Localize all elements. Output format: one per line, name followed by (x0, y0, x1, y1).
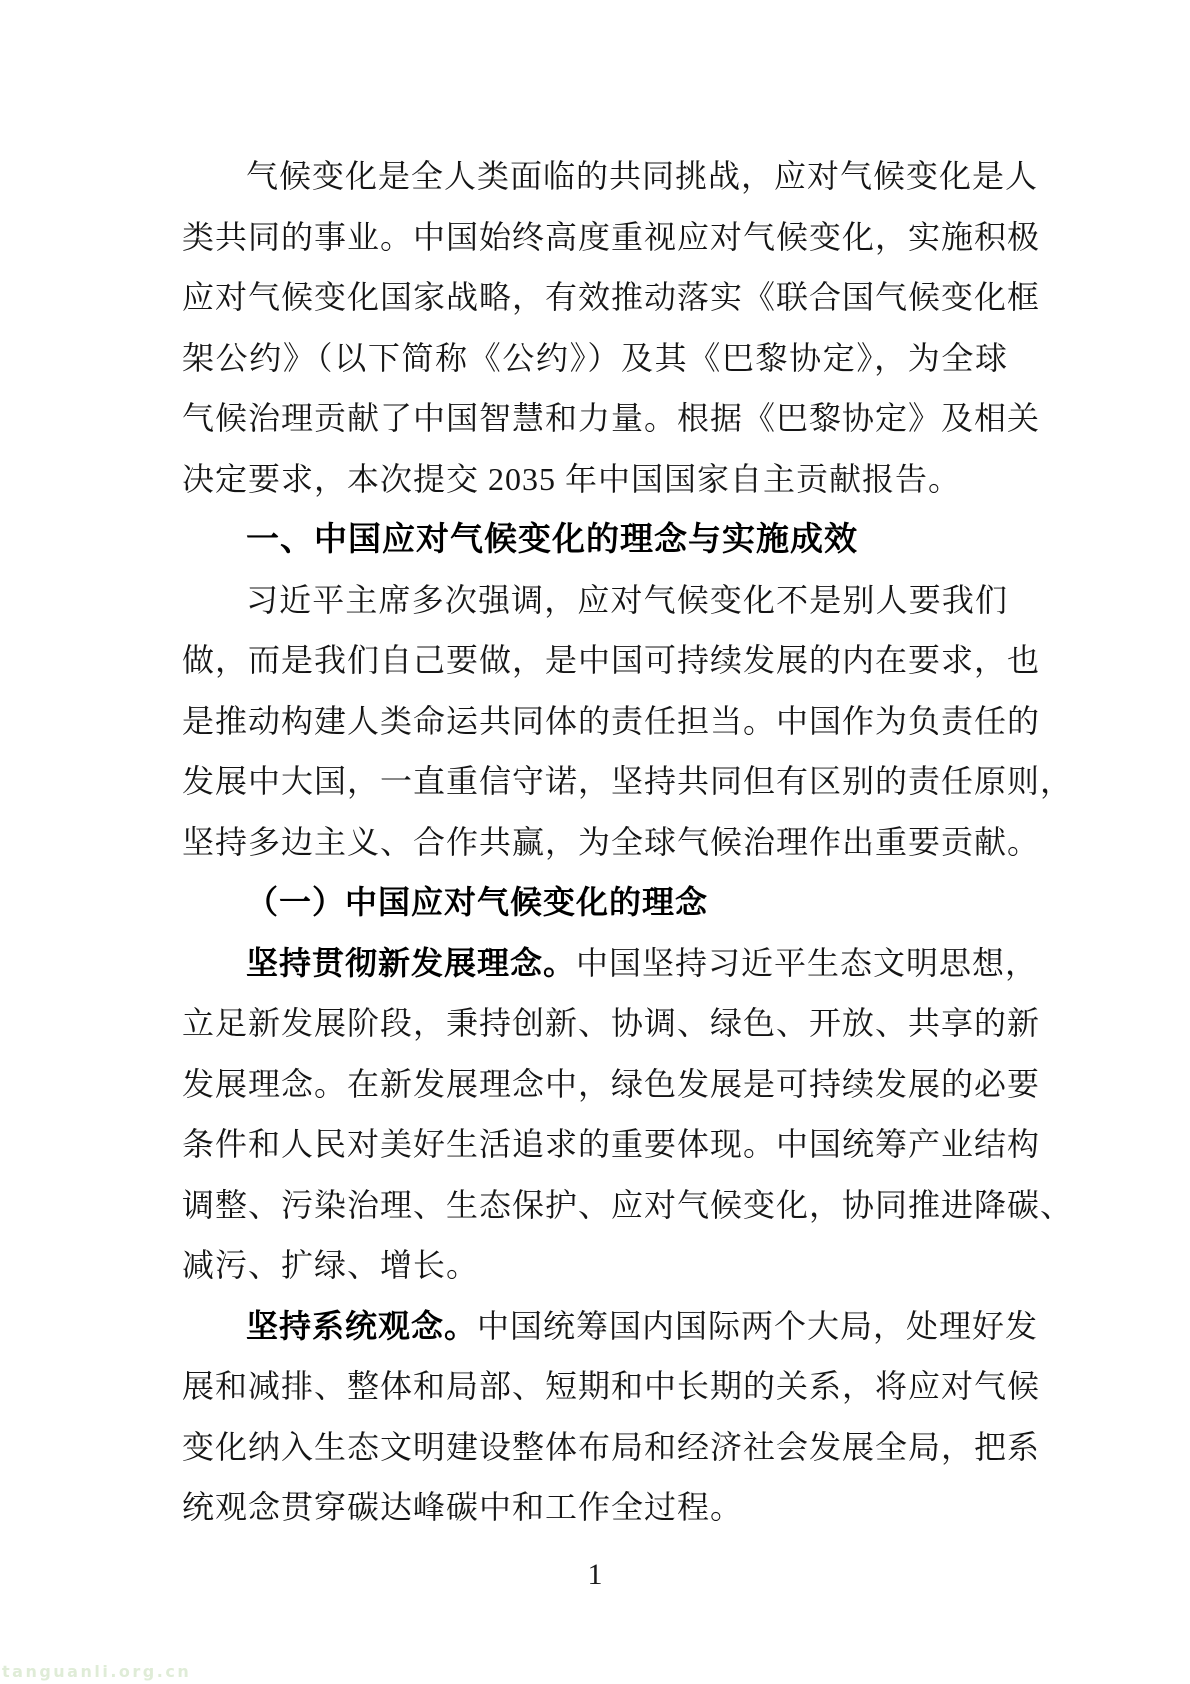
body-line: 习近平主席多次强调，应对气候变化不是别人要我们 (246, 581, 1008, 618)
body-line: 减污、扩绿、增长。 (182, 1247, 480, 1283)
body-line: 发展中大国，一直重信守诺，坚持共同但有区别的责任原则， (182, 763, 1074, 799)
page-number: 1 (587, 1558, 603, 1591)
body-line: 决定要求，本次提交 2035 年中国国家自主贡献报告。 (182, 460, 962, 497)
body-line: 展和减排、整体和局部、短期和中长期的关系，将应对气候 (182, 1368, 1041, 1404)
body-line: 做，而是我们自己要做，是中国可持续发展的内在要求，也 (182, 642, 1041, 678)
body-line: 立足新发展阶段，秉持创新、协调、绿色、开放、共享的新 (182, 1005, 1041, 1041)
subsection-heading: （一）中国应对气候变化的理念 (246, 884, 709, 920)
watermark: tanguanli.org.cn (2, 1662, 192, 1681)
body-line: 气候变化是全人类面临的共同挑战，应对气候变化是人 (246, 158, 1039, 194)
body-line: 调整、污染治理、生态保护、应对气候变化，协同推进降碳、 (182, 1186, 1074, 1223)
body-line: 变化纳入生态文明建设整体布局和经济社会发展全局，把系 (182, 1428, 1041, 1465)
body-line: 气候治理贡献了中国智慧和力量。根据《巴黎协定》及相关 (182, 400, 1041, 436)
body-line: 架公约》（以下简称《公约》）及其《巴黎协定》，为全球 (182, 339, 1008, 376)
body-line (182, 933, 1039, 994)
body-line: 应对气候变化国家战略，有效推动落实《联合国气候变化框 (182, 279, 1041, 315)
text-block (182, 146, 1074, 1538)
body-text: 中国统筹国内国际两个大局，处理好发 (477, 1307, 1039, 1344)
body-line (182, 1296, 1039, 1357)
body-line: 坚持多边主义、合作共赢，为全球气候治理作出重要贡献。 (182, 823, 1041, 860)
bold-lead: 坚持贯彻新发展理念。 (246, 944, 577, 981)
body-text: 中国坚持习近平生态文明思想， (576, 944, 1039, 981)
body-line: 统观念贯穿碳达峰碳中和工作全过程。 (182, 1489, 744, 1525)
body-line: 是推动构建人类命运共同体的责任担当。中国作为负责任的 (182, 702, 1041, 739)
bold-lead: 坚持系统观念。 (246, 1307, 478, 1344)
body-line: 条件和人民对美好生活追求的重要体现。中国统筹产业结构 (182, 1126, 1041, 1162)
body-line: 发展理念。在新发展理念中，绿色发展是可持续发展的必要 (182, 1065, 1041, 1102)
section-heading: 一、中国应对气候变化的理念与实施成效 (246, 520, 858, 557)
body-line: 类共同的事业。中国始终高度重视应对气候变化，实施积极 (182, 218, 1041, 255)
